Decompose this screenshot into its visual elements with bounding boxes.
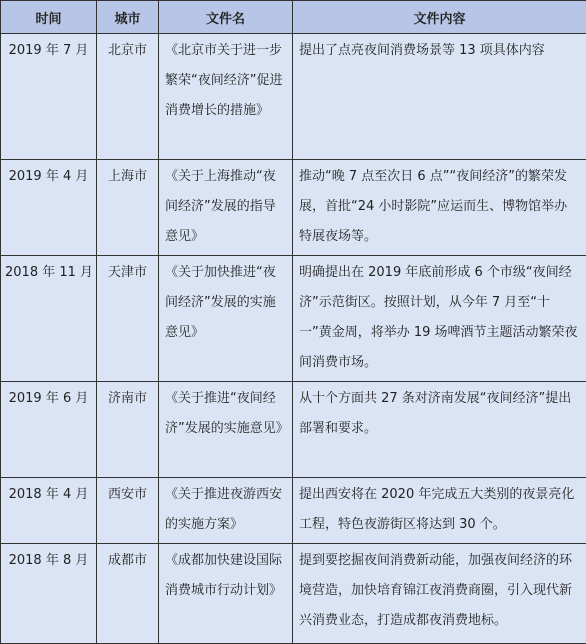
table-row	[1, 382, 586, 478]
city-cell: 北京市	[97, 34, 159, 160]
file-name-cell: 《关于推进夜游西安的实施方案》	[159, 478, 293, 544]
header-time: 时间	[1, 1, 97, 34]
file-content-cell: 提出了点亮夜间消费场景等 13 项具体内容	[293, 34, 586, 160]
header-file-content: 文件内容	[293, 1, 586, 34]
city-cell: 西安市	[97, 478, 159, 544]
date-cell: 2018 年 11 月	[1, 256, 97, 382]
file-content-cell: 从十个方面共 27 条对济南发展“夜间经济”提出部署和要求。	[293, 382, 586, 478]
header-row	[1, 1, 586, 34]
table-row	[1, 256, 586, 382]
header-city: 城市	[97, 1, 159, 34]
date-cell: 2019 年 6 月	[1, 382, 97, 478]
date-cell: 2018 年 8 月	[1, 544, 97, 644]
header-file-name: 文件名	[159, 1, 293, 34]
file-content-cell: 提到要挖掘夜间消费新动能，加强夜间经济的环境营造，加快培育锦江夜消费商圈，引入现代新兴消费业态，打造成都夜消费地标。	[293, 544, 586, 644]
city-cell: 成都市	[97, 544, 159, 644]
file-content-cell: 推动“晚 7 点至次日 6 点”“夜间经济”的繁荣发展，首批“24 小时影院”应运而生、博物馆举办特展夜场等。	[293, 160, 586, 256]
city-cell: 天津市	[97, 256, 159, 382]
table-row	[1, 34, 586, 160]
file-name-cell: 《关于上海推动“夜间经济”发展的指导意见》	[159, 160, 293, 256]
city-cell: 上海市	[97, 160, 159, 256]
file-content-cell: 提出西安将在 2020 年完成五大类别的夜景亮化工程，特色夜游街区将达到 30 个。	[293, 478, 586, 544]
city-cell: 济南市	[97, 382, 159, 478]
table-row	[1, 544, 586, 644]
date-cell: 2018 年 4 月	[1, 478, 97, 544]
table-row	[1, 478, 586, 544]
date-cell: 2019 年 4 月	[1, 160, 97, 256]
date-cell: 2019 年 7 月	[1, 34, 97, 160]
file-name-cell: 《北京市关于进一步繁荣“夜间经济”促进消费增长的措施》	[159, 34, 293, 160]
file-name-cell: 《关于加快推进“夜间经济”发展的实施意见》	[159, 256, 293, 382]
table-row	[1, 160, 586, 256]
file-name-cell: 《关于推进“夜间经济”发展的实施意见》	[159, 382, 293, 478]
file-name-cell: 《成都加快建设国际消费城市行动计划》	[159, 544, 293, 644]
file-content-cell: 明确提出在 2019 年底前形成 6 个市级“夜间经济”示范街区。按照计划，从今年 7 月至“十一”黄金周，将举办 19 场啤酒节主题活动繁荣夜间消费市场。	[293, 256, 586, 382]
